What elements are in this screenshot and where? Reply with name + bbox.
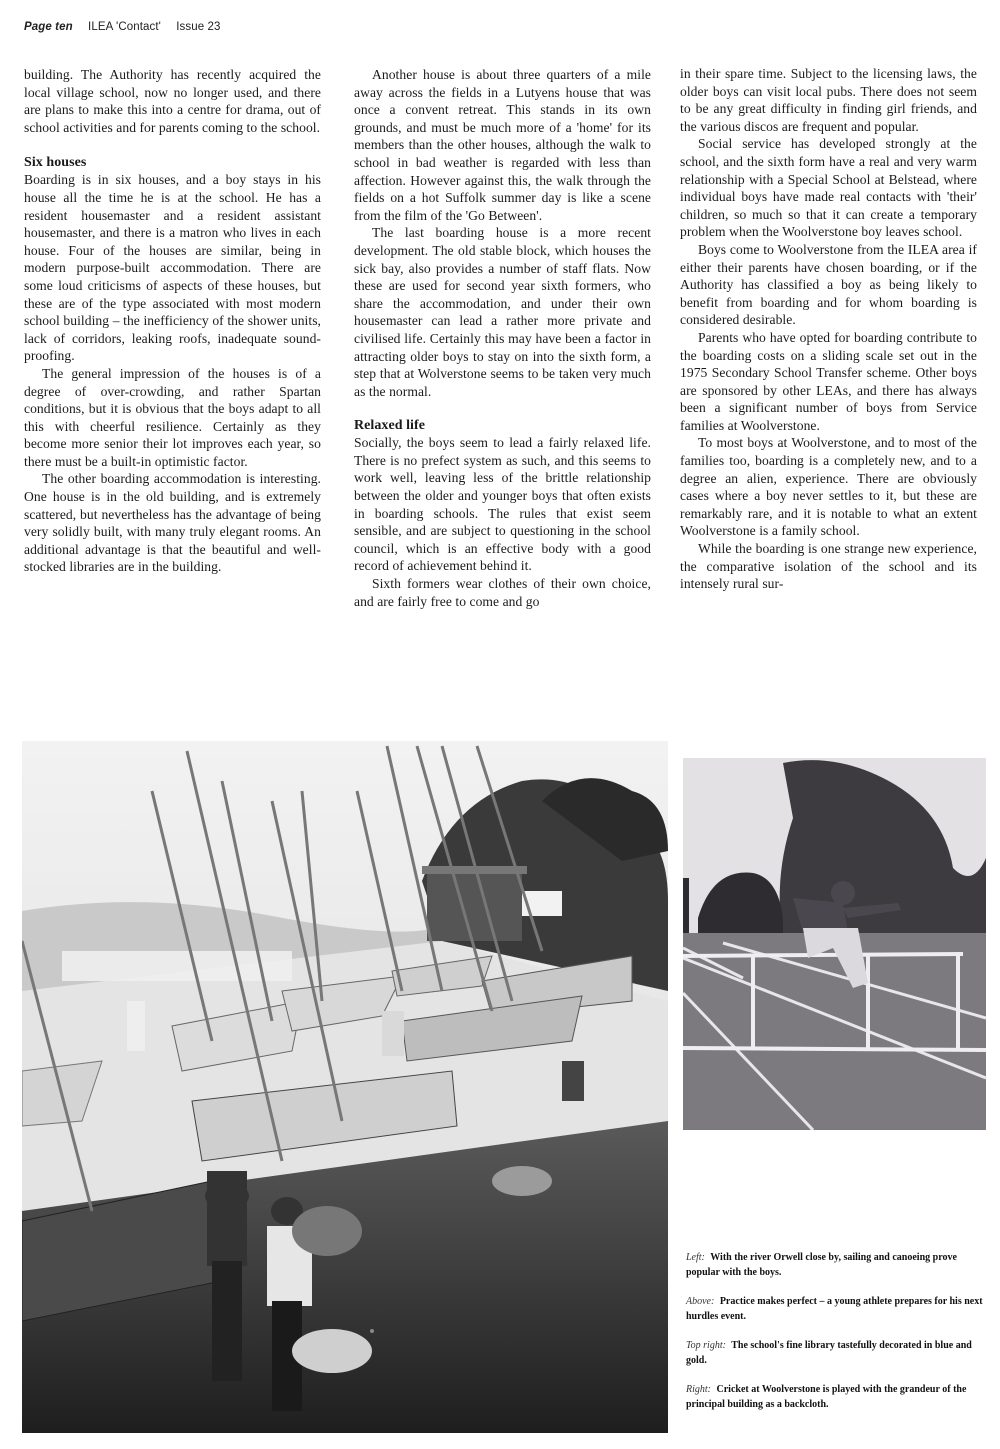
- paragraph: Socially, the boys seem to lead a fairly relaxed life. There is no prefect system as such, and this seems to work well, leaving less of the brittle relationship between the older and younger boys that often exists in boarding schools. The rules that exist seem sensible, and are subject to questioning in the school council, which is an effective body with a good record of achievement behind it.: [354, 435, 651, 574]
- caption-text: Practice makes perfect – a young athlete prepares for his next hurdles event.: [686, 1296, 983, 1322]
- paragraph: Sixth formers wear clothes of their own choice, and are fairly free to come and go: [354, 576, 651, 609]
- sailing-photo: [22, 741, 668, 1433]
- paragraph: Boys come to Woolverstone from the ILEA area if either their parents have chosen boarding, or if the Authority has classified a boy as being likely to benefit from boarding and for whom boarding is considered desirable.: [680, 241, 977, 328]
- paragraph: Social service has developed strongly at the school, and the sixth form have a real and very warm relationship with a Special School at Belstead, where individual boys have made real contacts with 'their' children, so much so that it can create a temporary problem when the Woolverstone boy leaves school.: [680, 136, 977, 240]
- article-column-2: [354, 66, 651, 610]
- paragraph: To most boys at Woolverstone, and to most of the families too, boarding is a completely new, and to a degree an alien, experience. There are obviously cases where a boy never settles to it, but these are remarkably rare, and it is notable to what an extent Woolverstone is a family school.: [680, 435, 977, 539]
- caption-right: [686, 1382, 986, 1412]
- article-column-1: [24, 66, 321, 576]
- caption-above: [686, 1294, 986, 1324]
- caption-label: Left:: [686, 1252, 705, 1263]
- paragraph: The other boarding accommodation is interesting. One house is in the old building, and is extremely scattered, but nevertheless has the advantage of being very solidly built, with many truly elegant rooms. An additional advantage is that the beautiful and well-stocked libraries are in the building.: [24, 471, 321, 575]
- caption-text: With the river Orwell close by, sailing and canoeing prove popular with the boys.: [686, 1252, 957, 1278]
- subheading-relaxed-life: Relaxed life: [354, 418, 425, 434]
- paragraph: Parents who have opted for boarding contribute to the boarding costs on a sliding scale set out in the 1975 Secondary School Transfer scheme. Other boys are sponsored by other LEAs, and there has always been a significant number of boys from Service families at Woolverstone.: [680, 329, 977, 433]
- caption-left: [686, 1250, 986, 1280]
- sailing-photo-illustration: [22, 741, 668, 1433]
- issue-number: Issue 23: [176, 21, 221, 33]
- paragraph: building. The Authority has recently acquired the local village school, now no longer used, and there are plans to make this into a centre for drama, out of school activities and for parents coming to the school.: [24, 67, 321, 135]
- paragraph: Another house is about three quarters of a mile away across the fields in a Lutyens house that was once a convent retreat. This stands in its own grounds, and must be much more of a 'home' for its members than the other houses, although the walk to school in bad weather is regarded with less than affection. However against this, the walk through the fields on a hot Suffolk summer day is like a scene from the film of the 'Go Between'.: [354, 67, 651, 223]
- caption-label: Right:: [686, 1384, 711, 1395]
- running-head: [24, 21, 221, 33]
- page-number: Page ten: [24, 21, 73, 33]
- subheading-six-houses: Six houses: [24, 155, 87, 171]
- hurdles-photo: [683, 758, 986, 1130]
- paragraph: The last boarding house is a more recent development. The old stable block, which houses the sick bay, also provides a number of staff flats. Now these are used for second year sixth formers, who share the accommodation, and under their own housemaster can lead a rather more private and civilised life. Certainly this may have been a factor in attracting older boys to stay on into the sixth form, a step that at Wolverstone seems to be taken very much as the normal.: [354, 225, 651, 399]
- paragraph: Boarding is in six houses, and a boy stays in his house all the time he is at the school. He has a resident housemaster and a resident assistant housemaster, and there is a matron who lives in each house. Four of the houses are similar, being in modern purpose-built accommodation. There are some loud criticisms of aspects of these houses, but these are of the type associated with most modern school building – the inefficiency of the shower units, lack of corridors, leaking roofs, inadequate sound-proofing.: [24, 172, 321, 364]
- hurdles-photo-illustration: [683, 758, 986, 1130]
- caption-label: Above:: [686, 1296, 715, 1307]
- publication-name: ILEA 'Contact': [88, 21, 161, 33]
- caption-text: The school's fine library tastefully decorated in blue and gold.: [686, 1340, 972, 1366]
- caption-text: Cricket at Woolverstone is played with the grandeur of the principal building as a backcloth.: [686, 1384, 967, 1410]
- caption-label: Top right:: [686, 1340, 726, 1351]
- article-column-3: [680, 65, 977, 593]
- paragraph: The general impression of the houses is of a degree of over-crowding, and rather Spartan conditions, but it is obvious that the boys adapt to all this with cheerful resilience. Certainly as they become more senior their lot improves each year, so there must be a built-in optimistic factor.: [24, 365, 321, 469]
- photo-captions: [686, 1250, 986, 1426]
- paragraph: While the boarding is one strange new experience, the comparative isolation of the school and its intensely rural sur-: [680, 541, 977, 592]
- paragraph: in their spare time. Subject to the licensing laws, the older boys can visit local pubs. There does not seem to be any great difficulty in finding girl friends, and the various discos are frequent and popular.: [680, 66, 977, 134]
- caption-top-right: [686, 1338, 986, 1368]
